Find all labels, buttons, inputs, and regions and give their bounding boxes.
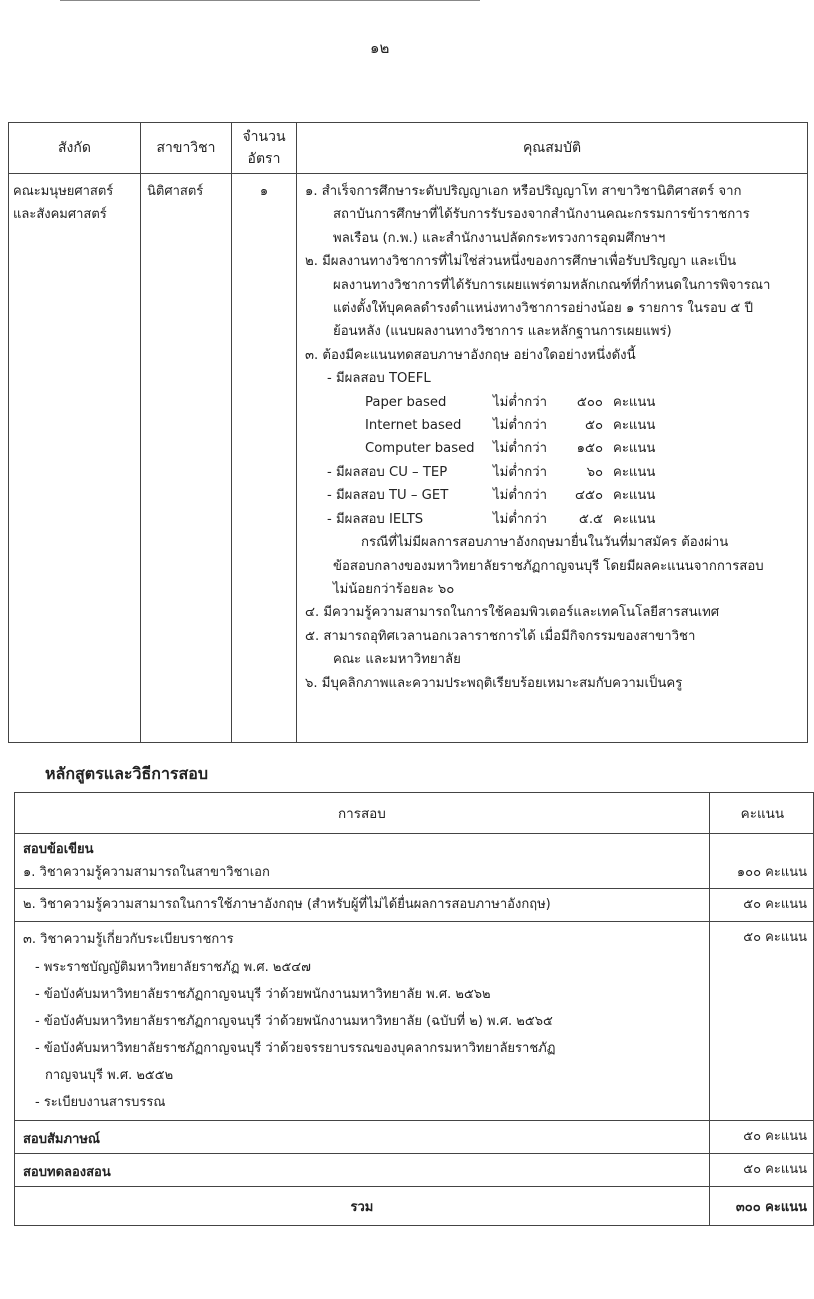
score-cond: ไม่ต่ำกว่า: [493, 394, 548, 410]
page-number: ๑๒: [370, 39, 390, 57]
interview-score: ๕๐ คะแนน: [709, 1121, 813, 1154]
q6-line: ๖. มีบุคลิกภาพและความประพฤติเรียบร้อยเหมาะสมกับความเป็นครู: [305, 675, 683, 691]
score-value: ๑๕๐: [576, 441, 603, 457]
header-major: สาขาวิชา: [141, 123, 232, 174]
positions-cell: ๑: [232, 174, 297, 743]
test-cond: ไม่ต่ำกว่า: [493, 488, 548, 504]
test-unit: คะแนน: [613, 464, 656, 480]
header-exam: การสอบ: [15, 793, 710, 834]
interview-label: สอบสัมภาษณ์: [15, 1121, 710, 1154]
subject-1: ๑. วิชาความรู้ความสามารถในสาขาวิชาเอก: [23, 865, 270, 880]
score-cond: ไม่ต่ำกว่า: [493, 441, 548, 457]
test-cond: ไม่ต่ำกว่า: [493, 464, 548, 480]
subject-2-score: ๕๐ คะแนน: [709, 889, 813, 922]
total-score: ๓๐๐ คะแนน: [709, 1187, 813, 1226]
exam-section-heading: หลักสูตรและวิธีการสอบ: [45, 764, 209, 783]
regulation-item: - ข้อบังคับมหาวิทยาลัยราชภัฏกาญจนบุรี ว่าด้วยพนักงานมหาวิทยาลัย (ฉบับที่ ๒) พ.ศ. ๒๕๖๕: [35, 1014, 553, 1029]
header-qualifications: คุณสมบัติ: [297, 123, 808, 174]
q1-line: พลเรือน (ก.พ.) และสำนักงานปลัดกระทรวงการอุดมศึกษาฯ: [333, 230, 666, 246]
score-unit: คะแนน: [613, 418, 656, 434]
test-score: [305, 461, 807, 484]
teaching-label: สอบทดลองสอน: [15, 1154, 710, 1187]
q2-line: ย้อนหลัง (แนบผลงานทางวิชาการ และหลักฐานการเผยแพร่): [333, 324, 672, 340]
subject-3: ๓. วิชาความรู้เกี่ยวกับระเบียบราชการ: [23, 932, 234, 947]
test-name: - มีผลสอบ CU – TEP: [327, 464, 448, 480]
q4-line: ๔. มีความรู้ความสามารถในการใช้คอมพิวเตอร์และเทคโนโลยีสารสนเทศ: [305, 605, 720, 621]
q5-line: ๕. สามารถอุทิศเวลานอกเวลาราชการได้ เมื่อมีกิจกรรมของสาขาวิชา: [305, 628, 696, 644]
score-name: Paper based: [365, 394, 447, 410]
test-cond: ไม่ต่ำกว่า: [493, 511, 548, 527]
note-line: ข้อสอบกลางของมหาวิทยาลัยราชภัฏกาญจนบุรี โดยมีผลคะแนนจากการสอบ: [333, 558, 764, 574]
test-value: ๔๕๐: [574, 488, 603, 504]
score-value: ๕๐: [584, 418, 603, 434]
toefl-score: [305, 437, 807, 460]
subject-3-score: ๕๐ คะแนน: [709, 922, 813, 1121]
table-header-row: [15, 793, 814, 834]
score-unit: คะแนน: [613, 394, 656, 410]
scan-edge-line: [60, 0, 480, 1]
total-label: รวม: [15, 1187, 710, 1226]
score-unit: คะแนน: [613, 441, 656, 457]
q3-line: ๓. ต้องมีคะแนนทดสอบภาษาอังกฤษ อย่างใดอย่างหนึ่งดังนี้: [305, 347, 636, 363]
table-row: [15, 922, 814, 1121]
faculty-cell: คณะมนุษยศาสตร์ และสังคมศาสตร์: [9, 174, 141, 743]
table-row: [15, 1154, 814, 1187]
test-name: - มีผลสอบ IELTS: [327, 511, 424, 527]
regulation-item: - ระเบียบงานสารบรรณ: [35, 1095, 166, 1110]
major-cell: นิติศาสตร์: [141, 174, 232, 743]
table-header-row: [9, 123, 808, 174]
regulation-item: - ข้อบังคับมหาวิทยาลัยราชภัฏกาญจนบุรี ว่าด้วยจรรยาบรรณของบุคลากรมหาวิทยาลัยราชภัฏ: [35, 1041, 556, 1056]
table-row: [15, 1187, 814, 1226]
score-name: Internet based: [365, 418, 462, 434]
test-value: ๕.๕: [578, 511, 603, 527]
regulation-item: กาญจนบุรี พ.ศ. ๒๕๕๒: [45, 1068, 174, 1083]
table-row: [15, 834, 814, 889]
test-unit: คะแนน: [613, 488, 656, 504]
test-value: ๖๐: [586, 464, 603, 480]
toefl-score: [305, 391, 807, 414]
regulation-item: - พระราชบัญญัติมหาวิทยาลัยราชภัฏ พ.ศ. ๒๕๔๗: [35, 960, 311, 975]
subject-3-cell: [15, 922, 710, 1121]
header-score: คะแนน: [709, 793, 813, 834]
teaching-score: ๕๐ คะแนน: [709, 1154, 813, 1187]
note-line: กรณีที่ไม่มีผลการสอบภาษาอังกฤษมายื่นในวันที่มาสมัคร ต้องผ่าน: [361, 535, 729, 551]
written-label: สอบข้อเขียน: [23, 842, 94, 857]
test-score: [305, 508, 807, 531]
regulation-item: - ข้อบังคับมหาวิทยาลัยราชภัฏกาญจนบุรี ว่าด้วยพนักงานมหาวิทยาลัย พ.ศ. ๒๕๖๒: [35, 987, 491, 1002]
test-unit: คะแนน: [613, 511, 656, 527]
header-positions: จำนวน อัตรา: [232, 123, 297, 174]
score-cond: ไม่ต่ำกว่า: [493, 418, 548, 434]
qualifications-cell: [297, 174, 808, 743]
q2-line: ผลงานทางวิชาการที่ได้รับการเผยแพร่ตามหลักเกณฑ์ที่กำหนดในการพิจารณา: [333, 277, 771, 293]
q1-line: สถาบันการศึกษาที่ได้รับการรับรองจากสำนักงานคณะกรรมการข้าราชการ: [333, 207, 750, 223]
toefl-score: [305, 414, 807, 437]
q2-line: แต่งตั้งให้บุคคลดำรงตำแหน่งทางวิชาการอย่างน้อย ๑ รายการ ในรอบ ๕ ปี: [333, 301, 753, 317]
written-cell: [15, 834, 710, 889]
table-row: [15, 1121, 814, 1154]
test-name: - มีผลสอบ TU – GET: [327, 488, 449, 504]
header-affiliation: สังกัด: [9, 123, 141, 174]
score-value: ๕๐๐: [576, 394, 603, 410]
subject-1-score: ๑๐๐ คะแนน: [709, 834, 813, 889]
qualification-table: [8, 122, 808, 743]
test-score: [305, 484, 807, 507]
exam-table: [14, 792, 814, 1226]
table-row: [15, 889, 814, 922]
score-name: Computer based: [365, 441, 475, 457]
q5-line: คณะ และมหาวิทยาลัย: [333, 652, 461, 668]
toefl-line: - มีผลสอบ TOEFL: [327, 371, 431, 387]
table-row: [9, 174, 808, 743]
note-line: ไม่น้อยกว่าร้อยละ ๖๐: [333, 581, 455, 597]
q2-line: ๒. มีผลงานทางวิชาการที่ไม่ใช่ส่วนหนึ่งของการศึกษาเพื่อรับปริญญา และเป็น: [305, 254, 737, 270]
subject-2: ๒. วิชาความรู้ความสามารถในการใช้ภาษาอังกฤษ (สำหรับผู้ที่ไม่ได้ยื่นผลการสอบภาษาอังกฤษ): [15, 889, 710, 922]
q1-line: ๑. สำเร็จการศึกษาระดับปริญญาเอก หรือปริญญาโท สาขาวิชานิติศาสตร์ จาก: [305, 184, 742, 199]
